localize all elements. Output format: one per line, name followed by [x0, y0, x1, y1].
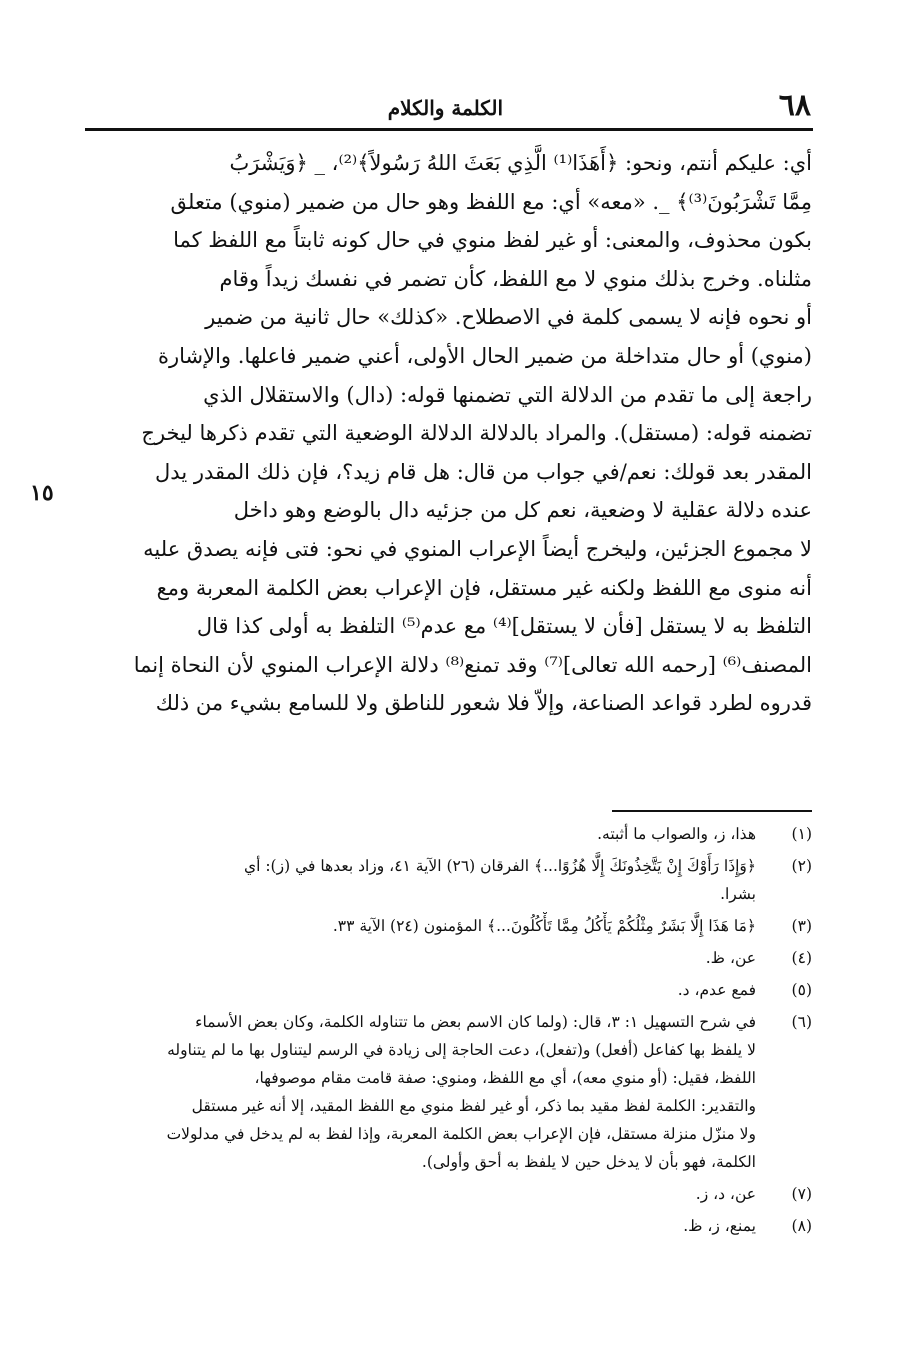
footnote: [84, 944, 812, 972]
text-line: قدروه لطرد قواعد الصناعة، وإلاّ فلا شعور للناطق ولا للسامع بشيء من ذلك: [155, 691, 812, 716]
footnote-text: عن، ظ.: [705, 949, 756, 967]
footnote-text: والتقدير: الكلمة لفظ مقيد بما ذكر، أو غير لفظ منوي مع اللفظ المقيد، إلا أنه غير مستقل: [191, 1097, 756, 1115]
footnote-text: الكلمة، فهو بأن لا يدخل حين لا يلفظ به أحق وأولى).: [421, 1153, 756, 1171]
footnote-text: لا يلفظ بها كفاعل (أفعل) و(تفعل)، دعت الحاجة إلى زيادة في الرسم ليتناول بها ما لم يتناوله: [167, 1041, 756, 1059]
page-header: [85, 86, 811, 126]
text-line: راجعة إلى ما تقدم من الدلالة التي تضمنها قوله: (دال) والاستقلال الذي: [203, 382, 812, 407]
text-line: بكون محذوف، والمعنى: أو غير لفظ منوي في حال كونه ثابتاً مع اللفظ كما: [173, 228, 812, 253]
text-line: مِمَّا تَشْرَبُونَ⁽³⁾﴾ _. «معه» أي: مع اللفظ وهو حال من ضمير (منوي) متعلق: [170, 189, 812, 214]
text-line: أنه منوى مع اللفظ ولكنه غير مستقل، فإن الإعراب بعض الكلمة المعربة ومع: [156, 575, 812, 600]
footnote: [84, 1008, 812, 1176]
footnote: [84, 1180, 812, 1208]
text-line: تضمنه قوله: (مستقل). والمراد بالدلالة الدلالة الوضعية التي تقدم ذكرها ليخرج: [141, 421, 812, 446]
footnote: [84, 852, 812, 908]
line-number-marker: ١٥: [30, 480, 54, 506]
footnote-number: (٧): [791, 1185, 812, 1203]
text-line: مثلناه. وخرج بذلك منوي لا مع اللفظ، كأن تضمر في نفسك زيداً وقام: [219, 266, 812, 291]
footnote-number: (٤): [791, 949, 812, 967]
footnote-text: فمع عدم، د.: [677, 981, 756, 999]
text-line: عنده دلالة عقلية لا وضعية، نعم كل من جزئيه دال بالوضع وهو داخل: [233, 498, 812, 523]
footnote-text: في شرح التسهيل ١: ٣، قال: (ولما كان الاسم بعض ما تتناوله الكلمة، وكان بعض الأسماء: [195, 1013, 756, 1031]
footnote-text: يمنع، ز، ظ.: [683, 1217, 756, 1235]
text-line: أو نحوه فإنه لا يسمى كلمة في الاصطلاح. «كذلك» حال ثانية من ضمير: [205, 305, 812, 330]
footnote-number: (٣): [791, 917, 812, 935]
footnote-number: (٥): [791, 981, 812, 999]
text-line: (منوي) أو حال متداخلة من ضمير الحال الأولى، أعني ضمير فاعلها. والإشارة: [157, 343, 812, 368]
text-line: لا مجموع الجزئين، وليخرج أيضاً الإعراب المنوي في نحو: فتى فإنه يصدق عليه: [143, 536, 812, 561]
page-number: ٦٨: [778, 88, 811, 123]
footnote-text: بشرا.: [720, 885, 756, 903]
text-line: أي: عليكم أنتم، ونحو: ﴿أَهَذَا⁽¹⁾ الَّذِي بَعَثَ اللهُ رَسُولاً﴾⁽²⁾، _ ﴿وَيَشْرَبُ: [229, 151, 812, 175]
running-title: الكلمة والكلام: [387, 96, 503, 120]
text-line: التلفظ به لا يستقل [فأن لا يستقل]⁽⁴⁾ مع عدم⁽⁵⁾ التلفظ به أولى كذا قال: [196, 614, 812, 639]
footnote-text: ولا منزّل منزلة مستقل، فإن الإعراب بعض الكلمة المعربة، وإذا لفظ به لم يدخل في مدلولات: [166, 1125, 756, 1143]
text-line: المقدر بعد قولك: نعم/في جواب من قال: هل قام زيد؟، فإن ذلك المقدر يدل: [155, 459, 812, 484]
footnotes: [84, 820, 812, 1244]
header-rule: [85, 128, 813, 131]
footnote: [84, 820, 812, 848]
footnote-number: (٦): [791, 1013, 812, 1031]
footnote-text: اللفظ، فقيل: (أو منوي معه)، أي مع اللفظ، ومنوي: صفة قامت مقام موصوفها،: [254, 1069, 756, 1087]
text-line: المصنف⁽⁶⁾ [رحمه الله تعالى]⁽⁷⁾ وقد تمنع⁽⁸⁾ دلالة الإعراب المنوي لأن النحاة إنما: [133, 652, 812, 677]
footnote-number: (١): [791, 825, 812, 843]
footnote: [84, 976, 812, 1004]
footnote-number: (٨): [791, 1217, 812, 1235]
footnote-number: (٢): [791, 857, 812, 875]
main-text: [84, 144, 812, 723]
footnote-text: عن، د، ز.: [695, 1185, 756, 1203]
footnote: [84, 912, 812, 940]
footnote: [84, 1212, 812, 1240]
footnote-text: ﴿مَا هَذَا إِلَّا بَشَرٌ مِثْلُكُمْ يَأْكُلُ مِمَّا تَأْكُلُونَ...﴾ المؤمنون (٢٤) الآية ٣٣.: [332, 917, 756, 935]
footnote-text: ﴿وَإِذَا رَأَوْكَ إِنْ يَتَّخِذُونَكَ إِلَّا هُزُوًا...﴾ الفرقان (٢٦) الآية ٤١، وزاد بعدها في (ز): أي: [243, 857, 756, 875]
footnote-separator: [612, 810, 812, 812]
footnote-text: هذا، ز، والصواب ما أثبته.: [597, 825, 756, 843]
